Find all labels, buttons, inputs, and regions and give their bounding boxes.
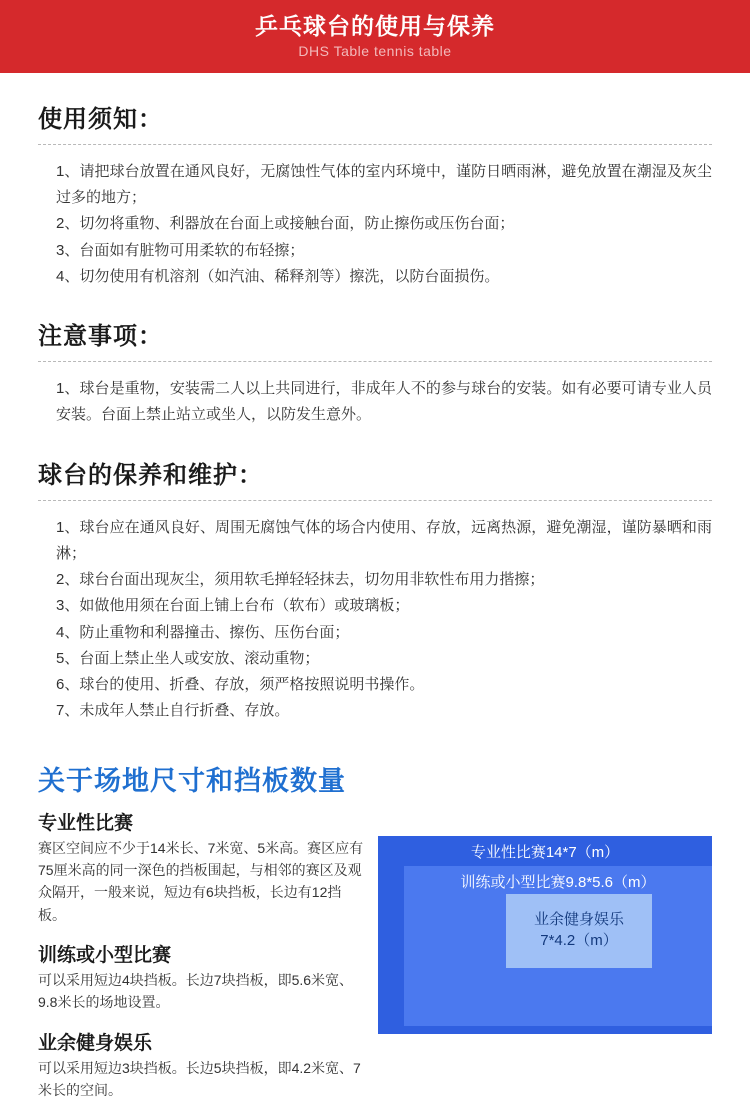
venue-subheading: 专业性比赛 (38, 812, 134, 834)
section-list (38, 159, 712, 290)
page-subtitle: DHS Table tennis table (298, 42, 452, 59)
venue-block-amateur (38, 1028, 368, 1102)
list-item: 7、未成年人禁止自行折叠、存放。 (56, 702, 290, 720)
diagram-professional-label: 专业性比赛14*7（m） (470, 843, 620, 861)
section-list (38, 376, 712, 429)
venue-paragraph: 可以采用短边3块挡板。长边5块挡板，即4.2米宽、7米长的空间。 (38, 1059, 361, 1099)
section-title: 使用须知： (38, 105, 163, 133)
list-item: 4、防止重物和利器撞击、擦伤、压伤台面； (56, 623, 350, 641)
page-header (0, 0, 750, 73)
venue-heading: 关于场地尺寸和挡板数量 (38, 765, 346, 796)
section-title: 球台的保养和维护： (38, 461, 263, 489)
list-item: 1、球台是重物，安装需二人以上共同进行，非成年人不的参与球台的安装。如有必要可请专业人员安装。台面上禁止站立或坐人，以防发生意外。 (56, 380, 712, 424)
venue-paragraph: 赛区空间应不少于14米长、7米宽、5米高。赛区应有75厘米高的同一深色的挡板围起，与相邻的赛区及观众隔开，一般来说，短边有6块挡板，长边有12挡板。 (38, 839, 364, 923)
diagram-amateur-label-line2: 7*4.2（m） (540, 931, 618, 949)
section-precautions (38, 316, 712, 429)
section-venue (38, 759, 712, 1102)
section-title: 注意事项： (38, 323, 163, 350)
section-maintenance (38, 455, 712, 725)
venue-block-professional (38, 808, 368, 927)
document-content (0, 73, 750, 1102)
list-item: 3、台面如有脏物可用柔软的布轻擦； (56, 241, 305, 259)
section-divider (38, 361, 712, 362)
list-item: 1、球台应在通风良好、周围无腐蚀气体的场合内使用、存放，远离热源，避免潮湿，谨防暴晒和雨淋； (56, 518, 712, 562)
list-item: 2、切勿将重物、利器放在台面上或接触台面，防止擦伤或压伤台面； (56, 215, 515, 233)
list-item: 3、如做他用须在台面上铺上台布（软布）或玻璃板； (56, 597, 410, 615)
venue-subheading: 训练或小型比赛 (38, 945, 172, 967)
venue-paragraph: 可以采用短边4块挡板。长边7块挡板，即5.6米宽、9.8米长的场地设置。 (38, 972, 354, 1011)
section-divider (38, 500, 712, 501)
section-list (38, 515, 712, 725)
page-title: 乒乓球台的使用与保养 (255, 13, 495, 39)
diagram-amateur-area (506, 894, 652, 968)
diagram-amateur-label-line1: 业余健身娱乐 (533, 911, 624, 929)
venue-block-training (38, 940, 368, 1014)
list-item: 5、台面上禁止坐人或安放、滚动重物； (56, 649, 320, 667)
venue-text-column (38, 808, 368, 1102)
section-divider (38, 144, 712, 145)
list-item: 4、切勿使用有机溶剂（如汽油、稀释剂等）擦洗，以防台面损伤。 (56, 267, 500, 285)
section-usage-notice (38, 99, 712, 290)
diagram-training-label: 训练或小型比赛9.8*5.6（m） (460, 873, 656, 891)
list-item: 6、球台的使用、折叠、存放，须严格按照说明书操作。 (56, 676, 425, 693)
list-item: 1、请把球台放置在通风良好，无腐蚀性气体的室内环境中，谨防日晒雨淋，避免放置在潮湿及灰尘过多的地方； (56, 162, 712, 206)
venue-body (38, 808, 712, 1102)
list-item: 2、球台台面出现灰尘，须用软毛掸轻轻抹去，切勿用非软性布用力揩擦； (56, 571, 545, 588)
venue-size-diagram (378, 836, 712, 1034)
venue-subheading: 业余健身娱乐 (38, 1032, 153, 1054)
